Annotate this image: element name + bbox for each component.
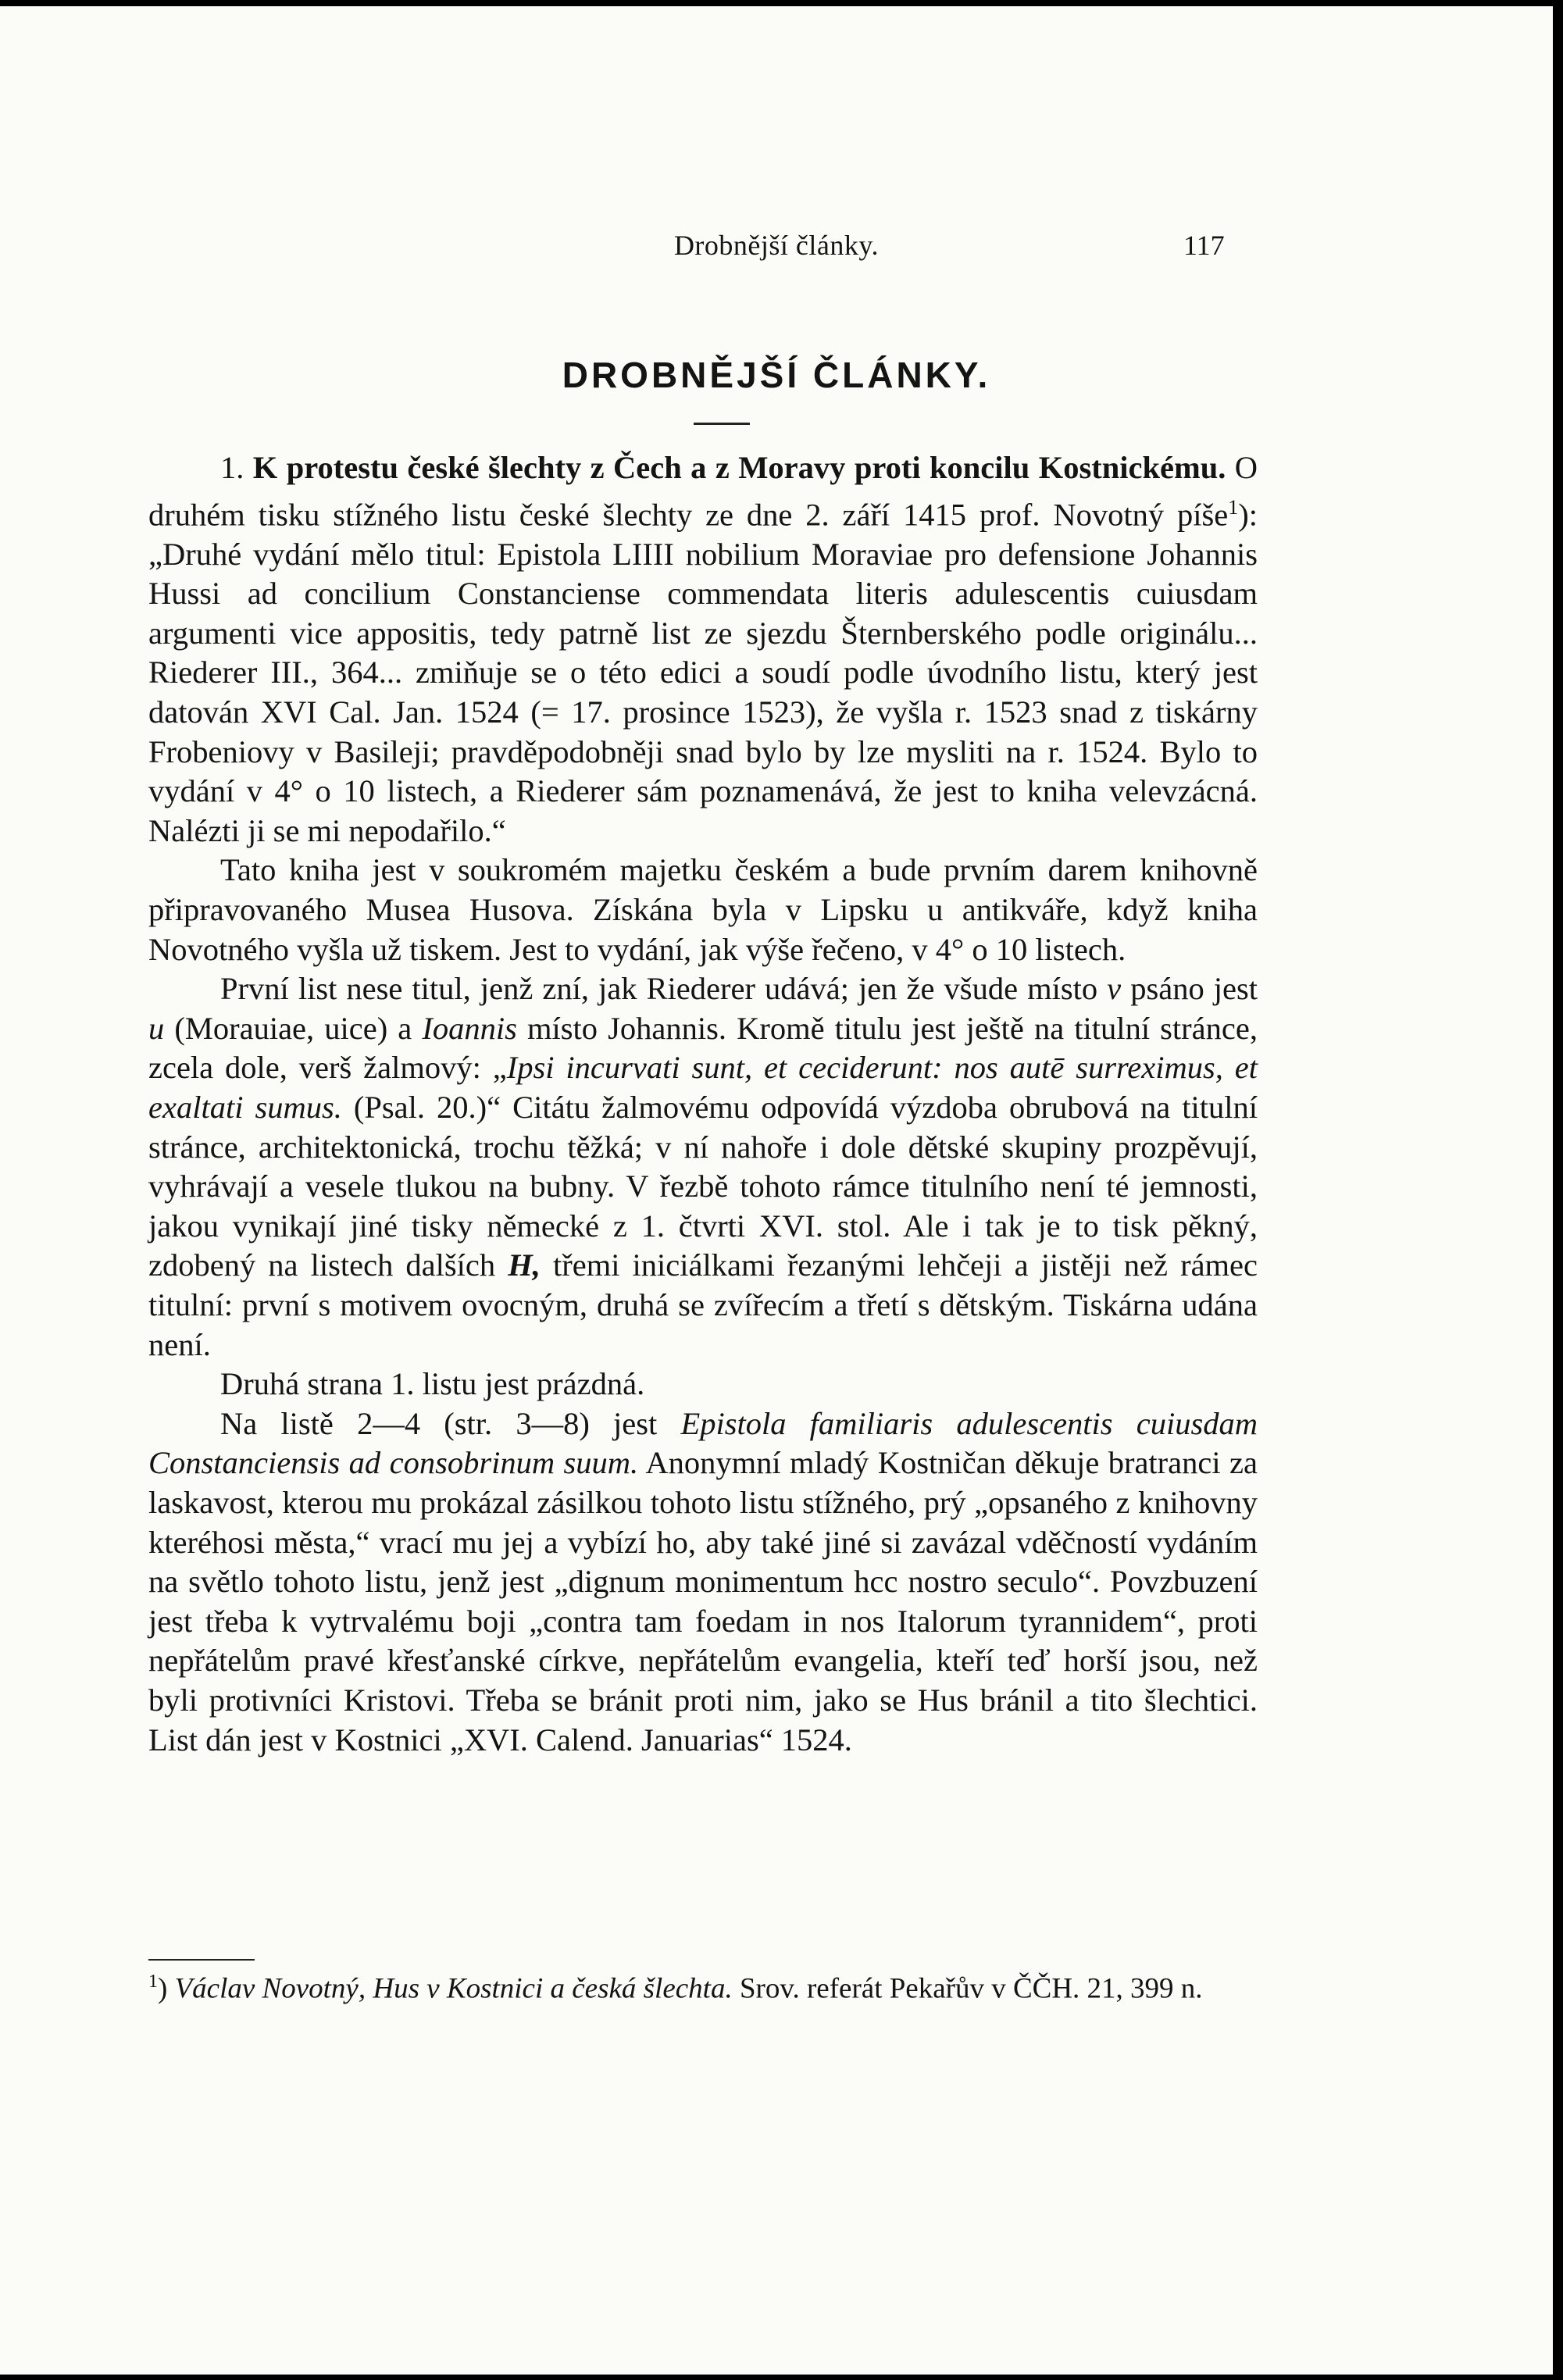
p3-part-c: (Morauiae, uice) a (164, 1010, 423, 1046)
p3-part-b: psáno jest (1121, 971, 1258, 1007)
article-body (148, 448, 1258, 1760)
p3-letter-h: H, (508, 1247, 541, 1283)
title-divider (694, 423, 750, 425)
p3-part-e: (Psal. 20.)“ Citátu žalmovému odpovídá výzdoba obrubová na titulní stránce, architektonická, trochu těžká; v ní nahoře i dole dětské skupiny prozpěvují, vyhrávají a vesele tlukou na bubny. V řezbě tohoto rámce titulního není té jemnosti, jakou vynikají jiné tisky německé z 1. čtvrti XVI. stol. Ale i tak je to tisk pěkný, zdobený na listech dalších (148, 1090, 1258, 1283)
footnote: $^1$) Václav Novotný, Hus v Kostnici a česká šlechta. Srov. referát Pekařův v ČČH. 21, 399 n. (148, 1971, 1203, 2005)
p5-part-b: Anonymní mladý Kostničan děkuje bratranci za laskavost, kterou mu prokázal zásilkou tohoto listu stížného, prý „opsaného z knihovny kteréhosi města,“ vrací mu jej a vybízí ho, aby také jiné si zavázal vděčností vydáním na světlo tohoto listu, jenž jest „dignum monimentum hcc nostro seculo“. Povzbuzení jest třeba k vytrvalému boji „contra tam foedam in nos Italorum tyrannidem“, proti nepřátelům pravé křesťanské církve, nepřátelům evangelia, kteří teď horší jsou, než byli protivníci Kristovi. Třeba se bránit proti nim, jako se Hus bránil a tito šlechtici. List dán jest v Kostnici „XVI. Calend. Januarias“ 1524. (148, 1445, 1258, 1757)
footnote-rest: Srov. referát Pekařův v ČČH. 21, 399 n. (732, 1972, 1203, 2005)
p3-letter-u: u (148, 1010, 165, 1046)
footnote-divider (148, 1959, 255, 1961)
footnote-marker: 1 (148, 1971, 158, 1992)
p1-text: O druhém tisku stížného listu české šlechty ze dne 2. září 1415 prof. Novotný píše (148, 450, 1258, 533)
paragraph-2: Tato kniha jest v soukromém majetku českém a bude prvním darem knihovně připravovaného Musea Husova. Získána byla v Lipsku u antikváře, když kniha Novotného vyšla už tiskem. Jest to vydání, jak výše řečeno, v 4° o 10 listech. (148, 852, 1258, 967)
paragraph-4: Druhá strana 1. listu jest prázdná. (220, 1366, 645, 1402)
epistola-title: Epistola familiaris adulescentis cuiusdam Constanciensis ad consobrinum suum. (148, 1405, 1258, 1481)
paragraph-1 (148, 448, 1258, 851)
p3-part-f: třemi iniciálkami řezanými lehčeji a jistěji než rámec titulní: první s motivem ovocným, druhá se zvířecím a třetí s dětským. Tiskárna udána není. (148, 1247, 1258, 1362)
page-title: DROBNĚJŠÍ ČLÁNKY. (562, 355, 991, 395)
paragraph-3 (148, 969, 1258, 1365)
p3-ioannis: Ioannis (422, 1010, 517, 1046)
psalm-quote: Ipsi incurvati sunt, et ceciderunt: nos autē surreximus, et exaltati sumus. (148, 1050, 1258, 1125)
article-heading: K protestu české šlechty z Čech a z Moravy proti koncilu Kostnickému. (252, 450, 1226, 485)
paragraph-5 (148, 1404, 1258, 1760)
p3-letter-v: v (1107, 971, 1122, 1007)
p3-part-a: První list nese titul, jenž zní, jak Riederer udává; jen že všude místo (220, 971, 1108, 1007)
running-head: Drobnější články. (673, 230, 880, 261)
page-number: 117 (1183, 230, 1225, 261)
footnote-ref[interactable]: 1 (1228, 495, 1239, 519)
footnote-citation: Václav Novotný, Hus v Kostnici a česká šlechta. (174, 1972, 733, 2005)
p1-text-2: ): „Druhé vydání mělo titul: Epistola LIIII nobilium Moraviae pro defensione Johannis Hussi ad concilium Constanciense commendata literis adulescentis cuiusdam argumenti vice appositis, tedy patrně list ze sjezdu Šternberského podle originálu... Riederer III., 364... zmiňuje se o této edici a soudí podle úvodního listu, který jest datován XVI Cal. Jan. 1524 (= 17. prosince 1523), že vyšla r. 1523 snad z tiskárny Frobeniovy v Basileji; pravděpodobněji snad bylo by lze mysliti na r. 1524. Bylo to vydání v 4° o 10 listech, a Riederer sám poznamenává, že jest to kniha velevzácná. Nalézti ji se mi nepodařilo.“ (148, 497, 1258, 848)
p5-part-a: Na listě 2—4 (str. 3—8) jest (220, 1405, 681, 1441)
page (0, 6, 1553, 2375)
p3-part-d: místo Johannis. Kromě titulu jest ještě na titulní stránce, zcela dole, verš žalmový: „ (148, 1010, 1258, 1086)
article-number: 1. (220, 450, 244, 485)
